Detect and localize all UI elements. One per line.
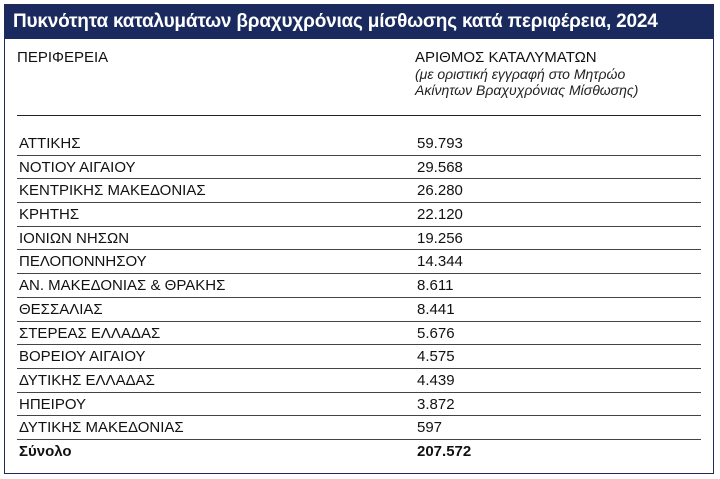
table-row	[17, 179, 701, 203]
region-cell: ΗΠΕΙΡΟΥ	[19, 395, 87, 413]
table-row	[17, 250, 701, 274]
count-cell: 29.568	[417, 158, 463, 176]
total-row	[17, 440, 701, 463]
table-title: Πυκνότητα καταλυμάτων βραχυχρόνιας μίσθωσης κατά περιφέρεια, 2024	[5, 5, 713, 39]
table-row	[17, 156, 701, 180]
count-cell: 4.439	[417, 371, 455, 389]
region-cell: ΔΥΤΙΚΗΣ ΕΛΛΑΔΑΣ	[19, 371, 155, 389]
table-row	[17, 274, 701, 298]
count-cell: 14.344	[417, 253, 463, 271]
table-row	[17, 132, 701, 156]
region-cell: ΘΕΣΣΑΛΙΑΣ	[19, 300, 103, 318]
count-cell: 59.793	[417, 135, 463, 152]
table-body	[17, 132, 701, 463]
count-column-label: ΑΡΙΘΜΟΣ ΚΑΤΑΛΥΜΑΤΩΝ	[415, 49, 597, 66]
table-row	[17, 322, 701, 346]
table-header	[17, 39, 701, 116]
count-cell: 5.676	[417, 324, 455, 342]
count-cell: 8.611	[417, 277, 454, 295]
region-cell: ΑΤΤΙΚΗΣ	[19, 135, 81, 152]
table-row	[17, 203, 701, 227]
region-cell: ΔΥΤΙΚΗΣ ΜΑΚΕΔΟΝΙΑΣ	[19, 419, 184, 437]
total-label: Σύνολο	[19, 442, 72, 460]
table-row	[17, 345, 701, 369]
region-cell: ΒΟΡΕΙΟΥ ΑΙΓΑΙΟΥ	[19, 348, 146, 366]
count-cell: 3.872	[417, 395, 455, 413]
region-cell: ΙΟΝΙΩΝ ΝΗΣΩΝ	[19, 229, 130, 247]
count-column-header	[415, 49, 638, 98]
count-cell: 597	[417, 419, 443, 437]
region-cell: ΝΟΤΙΟΥ ΑΙΓΑΙΟΥ	[19, 158, 136, 176]
region-cell: ΣΤΕΡΕΑΣ ΕΛΛΑΔΑΣ	[19, 324, 161, 342]
region-column-header: ΠΕΡΙΦΕΡΕΙΑ	[17, 49, 109, 66]
region-cell: ΚΕΝΤΡΙΚΗΣ ΜΑΚΕΔΟΝΙΑΣ	[19, 182, 206, 200]
count-cell: 19.256	[417, 229, 463, 247]
table-row	[17, 393, 701, 417]
total-value: 207.572	[417, 442, 472, 460]
region-cell: ΑΝ. ΜΑΚΕΔΟΝΙΑΣ & ΘΡΑΚΗΣ	[19, 277, 226, 295]
table-row	[17, 416, 701, 440]
count-cell: 8.441	[417, 300, 455, 318]
table-row	[17, 227, 701, 251]
count-cell: 22.120	[417, 206, 463, 224]
table-frame	[4, 4, 714, 474]
count-cell: 26.280	[417, 182, 463, 200]
region-cell: ΠΕΛΟΠΟΝΝΗΣΟΥ	[19, 253, 147, 271]
table-row	[17, 369, 701, 393]
table-row	[17, 298, 701, 322]
count-column-note-line1: (με οριστική εγγραφή στο Μητρώο	[415, 66, 626, 82]
region-cell: ΚΡΗΤΗΣ	[19, 206, 80, 224]
count-cell: 4.575	[417, 348, 455, 366]
count-column-note-line2: Ακίνητων Βραχυχρόνιας Μίσθωσης)	[415, 82, 639, 98]
